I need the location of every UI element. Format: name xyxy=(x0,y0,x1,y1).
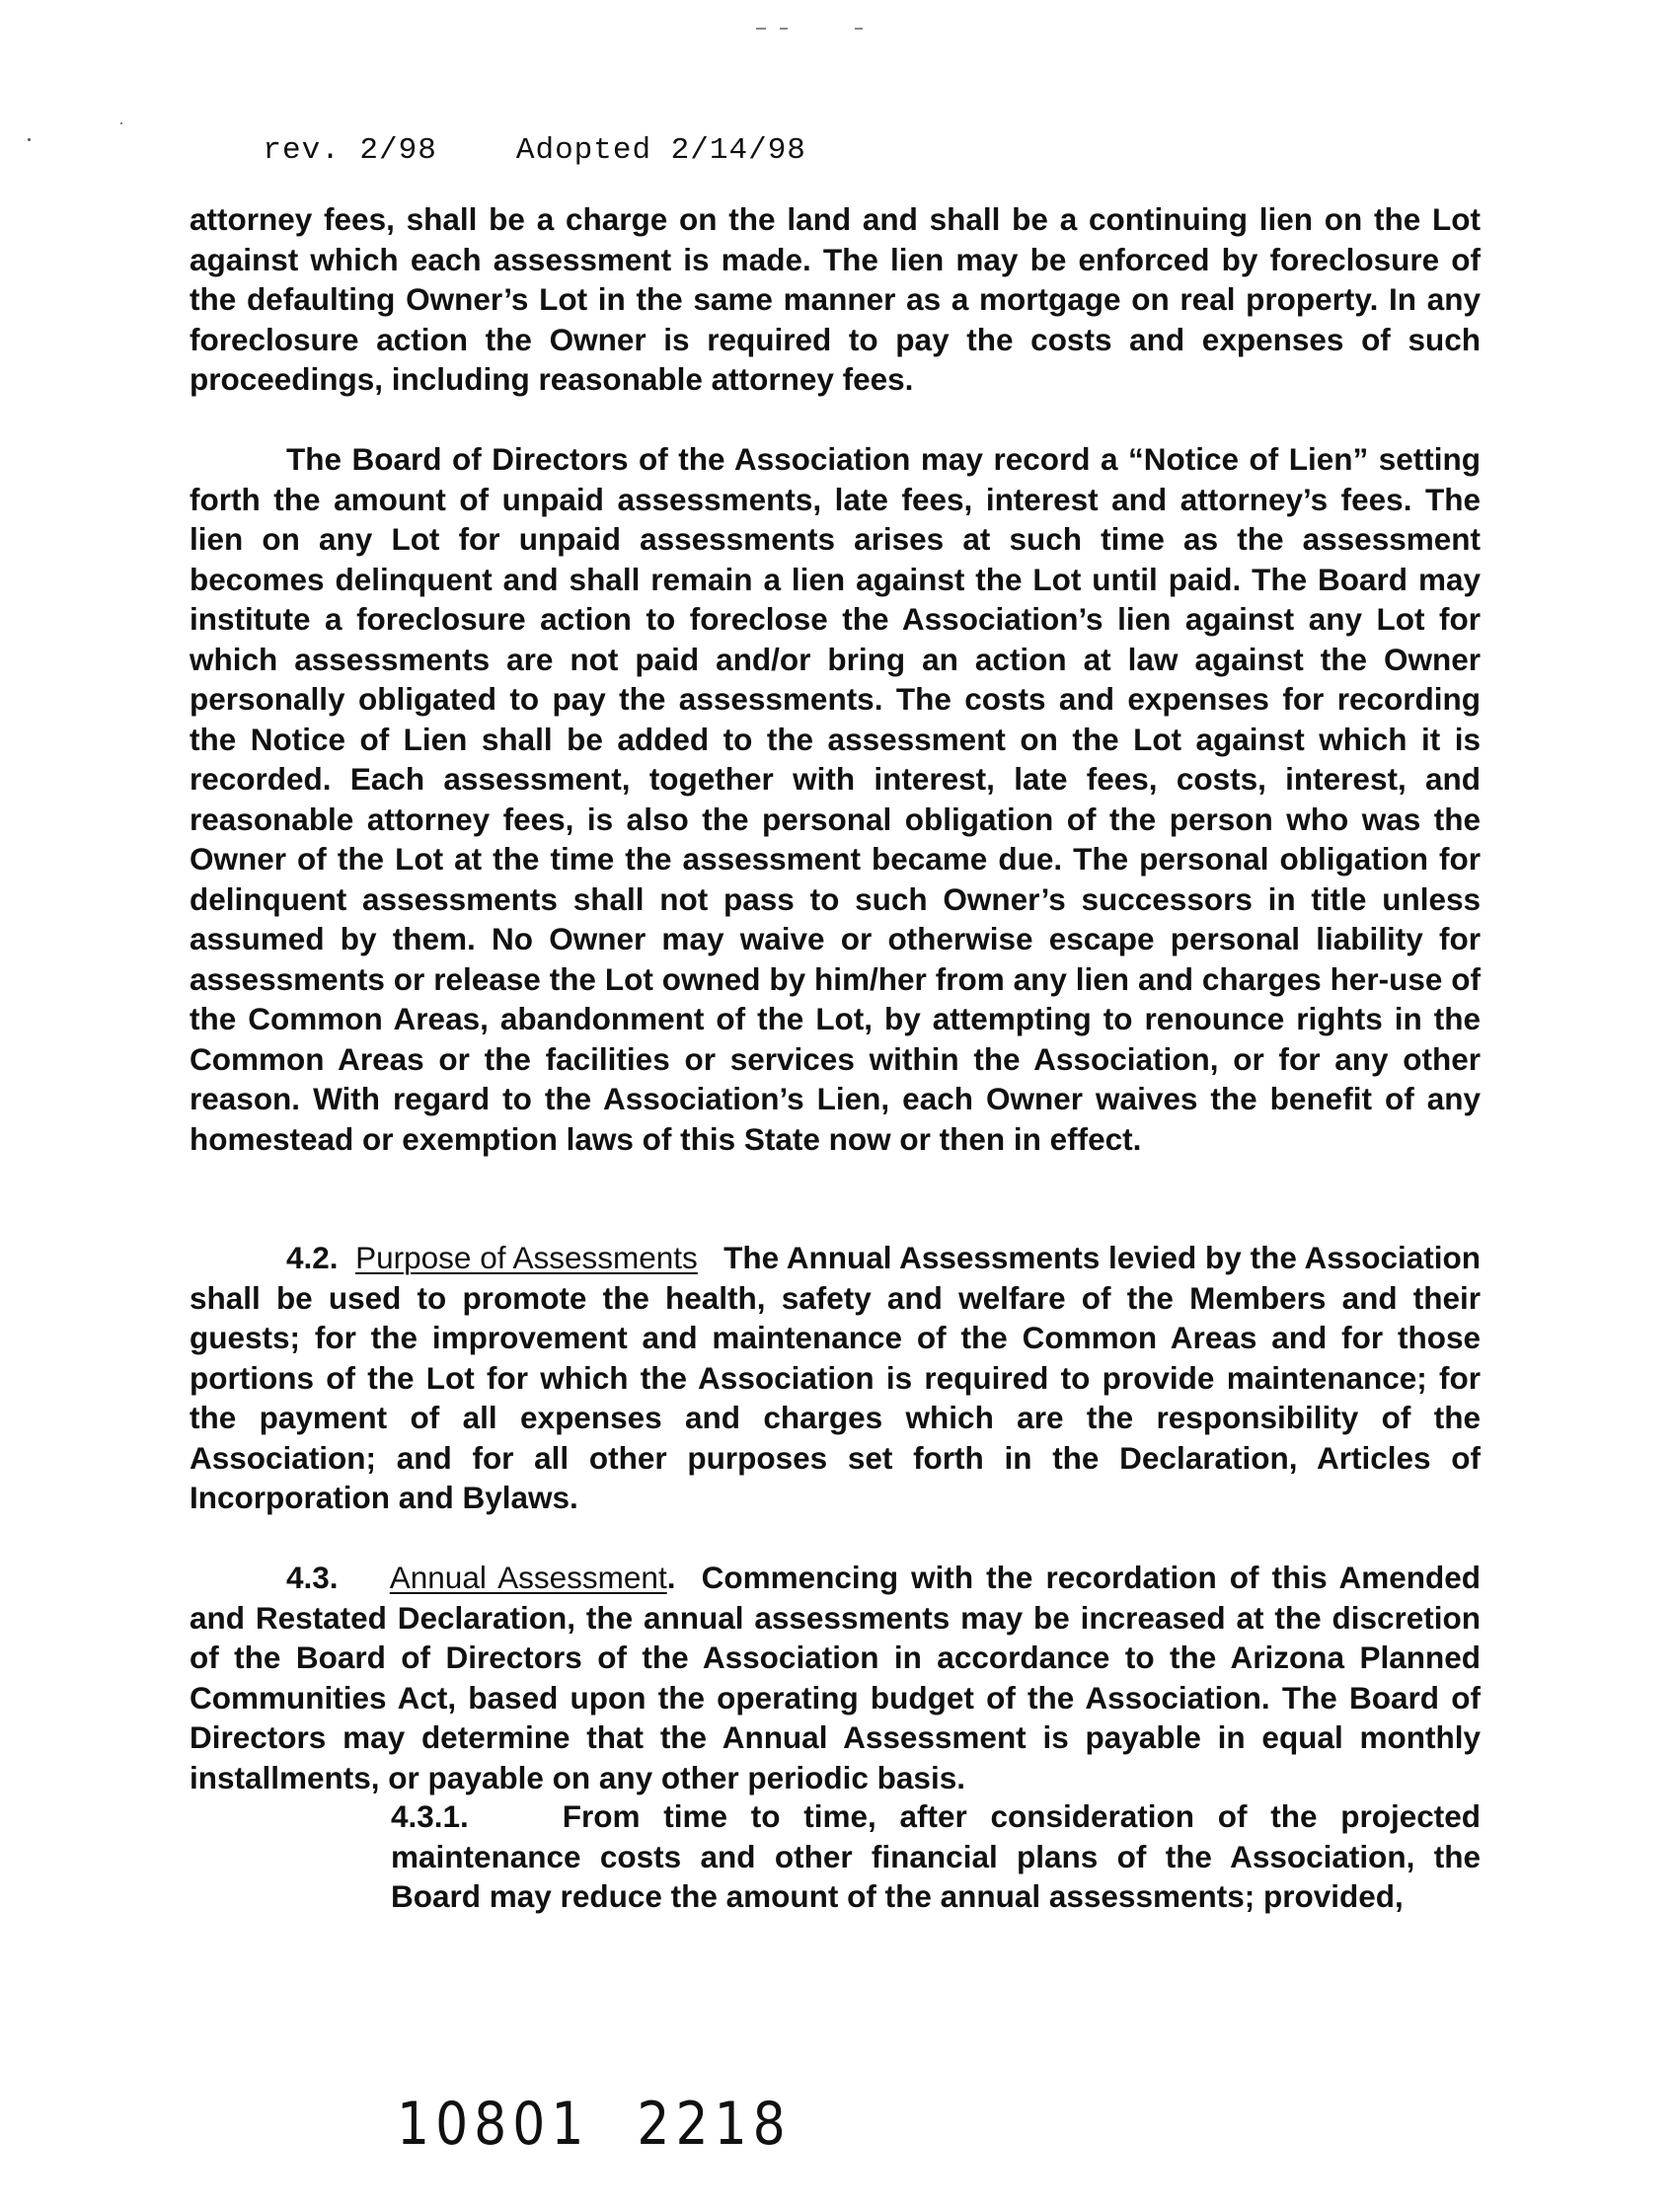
section-body: The Annual Assessments levied by the Association shall be used to promote the health, safety and welfare of the Members and their guests; for the improvement and maintenance of the Common Areas and for those portions of the Lot for which the Association is required to provide maintenance; for the payment of all expenses and charges which are the responsibility of the Association; and for all other purposes set forth in the Declaration, Articles of Incorporation and Bylaws. xyxy=(190,1240,1481,1515)
section-4-3: 4.3. Annual Assessment. Commencing with the recordation of this Amended and Restated Declaration, the annual assessments may be increased at the discretion of the Board of Directors of the Association in accordance to the Arizona Planned Communities Act, based upon the operating budget of the Association. The Board of Directors may determine that the Annual Assessment is payable in equal monthly installments, or payable on any other periodic basis. xyxy=(190,1560,1481,1795)
recording-number xyxy=(397,2091,792,2159)
adopted-label: Adopted 2/14/98 xyxy=(515,133,806,168)
scan-speck xyxy=(28,138,31,141)
scan-speck xyxy=(120,122,122,124)
section-body: From time to time, after consideration of the projected maintenance costs and other financial plans of the Association, the Board may reduce the amount of the annual assessments; provided, xyxy=(391,1798,1481,1914)
page-number: 2218 xyxy=(637,2091,792,2159)
section-body: Commencing with the recordation of this Amended and Restated Declaration, the annual assessments may be increased at the discretion of the Board of Directors of the Association in accordance to the Arizona Planned Communities Act, based upon the operating budget of the Association. The Board of Directors may determine that the Annual Assessment is payable in equal monthly installments, or payable on any other periodic basis. xyxy=(190,1560,1481,1795)
paragraph-notice-of-lien: The Board of Directors of the Association may record a “Notice of Lien” setting forth the amount of unpaid assessments, late fees, interest and attorney’s fees. The lien on any Lot for unpaid assessments arises at such time as the assessment becomes delinquent and shall remain a lien against the Lot until paid. The Board may institute a foreclosure action to foreclose the Association’s lien against any Lot for which assessments are not paid and/or bring an action at law against the Owner personally obligated to pay the assessments. The costs and expenses for recording the Notice of Lien shall be added to the assessment on the Lot against which it is recorded. Each assessment, together with interest, late fees, costs, interest, and reasonable attorney fees, is also the personal obligation of the person who was the Owner of the Lot at the time the assessment became due. The personal obligation for delinquent assessments shall not pass to such Owner’s successors in title unless assumed by them. No Owner may waive or otherwise escape personal liability for assessments or release the Lot owned by him/her from any lien and charges her-use of the Common Areas, abandonment of the Lot, by attempting to renounce rights in the Common Areas or the facilities or services within the Association, or for any other reason. With regard to the Association’s Lien, each Owner waives the benefit of any homestead or exemption laws of this State now or then in effect. xyxy=(190,441,1481,1157)
section-4-3-1 xyxy=(391,1796,1481,1917)
scan-mark xyxy=(756,28,766,30)
section-title-annual: Annual Assessment xyxy=(389,1560,667,1595)
section-number: 4.3. xyxy=(286,1560,339,1595)
section-4-2 xyxy=(190,1238,1481,1518)
section-number: 4.2. xyxy=(286,1240,339,1275)
paragraph-lien-foreclosure: attorney fees, shall be a charge on the land and shall be a continuing lien on the Lot against which each assessment is made. The lien may be enforced by foreclosure of the defaulting Owner’s Lot in the same manner as a mortgage on real property. In any foreclosure action the Owner is required to pay the costs and expenses of such proceedings, including reasonable attorney fees. xyxy=(190,201,1481,397)
book-number: 10801 xyxy=(397,2091,590,2159)
section-title-purpose: Purpose of Assessments xyxy=(355,1240,698,1275)
revision-label: rev. 2/98 xyxy=(263,133,437,168)
scan-mark xyxy=(855,28,863,30)
section-number: 4.3.1. xyxy=(391,1798,469,1834)
revision-header xyxy=(186,99,806,202)
scan-mark xyxy=(780,28,788,30)
